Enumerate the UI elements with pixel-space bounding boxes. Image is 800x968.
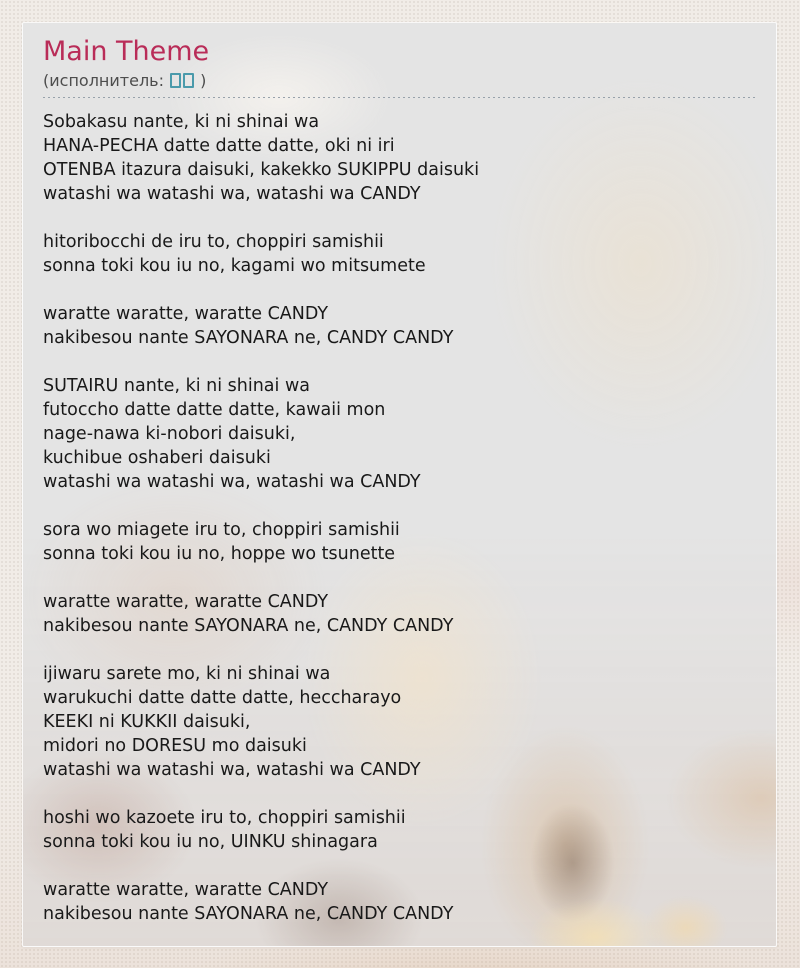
performer-label: (исполнитель: (43, 71, 164, 90)
stanza: waratte waratte, waratte CANDY nakibesou nante SAYONARA ne, CANDY CANDY (43, 592, 454, 636)
stanza: waratte waratte, waratte CANDY nakibesou nante SAYONARA ne, CANDY CANDY (43, 880, 454, 924)
stanza: waratte waratte, waratte CANDY nakibesou nante SAYONARA ne, CANDY CANDY (43, 304, 454, 348)
performer-label-suffix: ) (200, 71, 207, 90)
stanza: sora wo miagete iru to, choppiri samishii sonna toki kou iu no, hoppe wo tsunette (43, 520, 400, 564)
dashed-separator (43, 97, 756, 98)
performer-line (43, 70, 756, 93)
stanza: hitoribocchi de iru to, choppiri samishii sonna toki kou iu no, kagami wo mitsumete (43, 232, 426, 276)
stanza: hoshi wo kazoete iru to, choppiri samishii sonna toki kou iu no, UINKU shinagara (43, 808, 406, 852)
page-title: Main Theme (43, 36, 210, 67)
stanza: Sobakasu nante, ki ni shinai wa HANA-PECHA datte datte datte, oki ni iri OTENBA itazura daisuki, kakekko SUKIPPU daisuki watashi wa watashi wa, watashi wa CANDY (43, 112, 480, 204)
stanza: SUTAIRU nante, ki ni shinai wa futoccho datte datte datte, kawaii mon nage-nawa ki-nobori daisuki, kuchibue oshaberi daisuki watashi wa watashi wa, watashi wa CANDY (43, 376, 421, 492)
stanza: ijiwaru sarete mo, ki ni shinai wa warukuchi datte datte datte, heccharayo KEEKI ni KUKKII daisuki, midori no DORESU mo daisuki watashi wa watashi wa, watashi wa CANDY (43, 664, 421, 780)
lyrics-text (43, 110, 756, 926)
missing-glyph-box-icon (183, 73, 194, 88)
lyrics-panel (22, 22, 777, 947)
performer-link[interactable] (169, 71, 200, 90)
missing-glyph-box-icon (170, 73, 181, 88)
